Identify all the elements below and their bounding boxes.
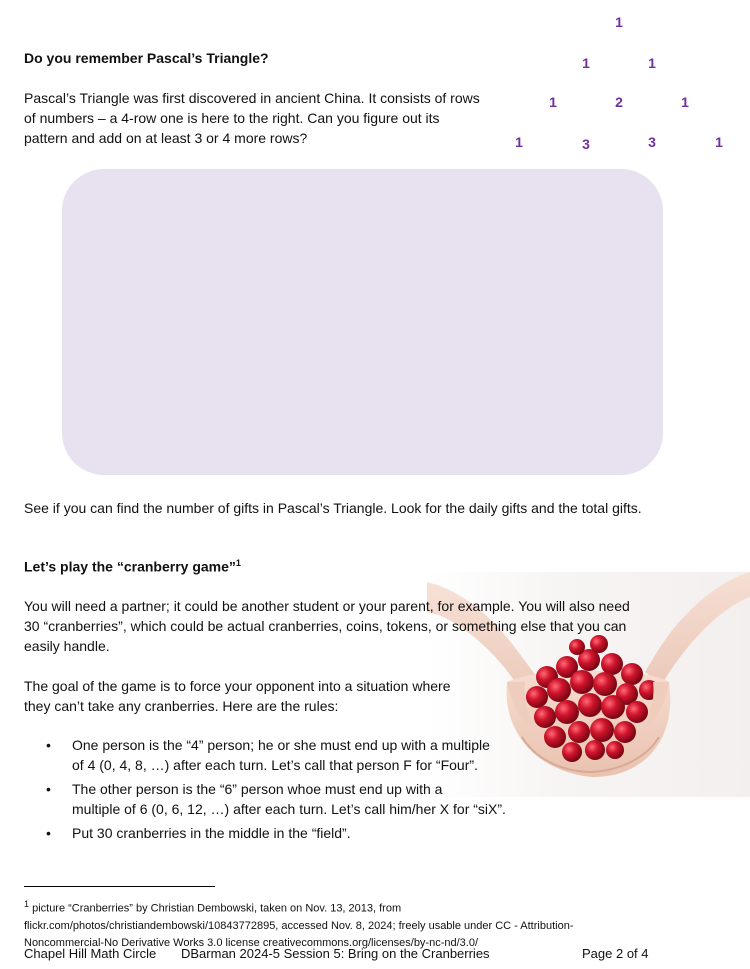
triangle-number: 2 [615,94,623,110]
rule-line: One person is the “4” person; he or she must end up with a multiple [72,737,490,753]
partner-paragraph-line: easily handle. [24,638,110,654]
triangle-number: 1 [582,55,590,71]
footer-left: Chapel Hill Math Circle [24,946,157,961]
footer-middle: DBarman 2024-5 Session 5: Bring on the Cranberries [181,946,490,961]
footnote [24,896,704,952]
footnote-line: Noncommercial-No Derivative Works 3.0 license creativecommons.org/licenses/by-nc-nd/3.0/ [24,936,479,949]
footnote-line [24,896,704,918]
section-heading-pascal: Do you remember Pascal’s Triangle? [24,50,269,66]
partner-paragraph-line: You will need a partner; it could be another student or your parent, for example. You will also need [24,598,630,614]
bullet-icon: • [46,825,51,841]
partner-paragraph [24,596,684,656]
work-area-box[interactable] [62,169,663,475]
footnote-line: flickr.com/photos/christiandembowski/10843772895, accessed Nov. 8, 2024; freely usable under CC - Attribution- [24,919,574,932]
pascal-paragraph-line: pattern and add on at least 3 or 4 more rows? [24,130,308,146]
triangle-number: 1 [549,94,557,110]
rule-line: multiple of 6 (0, 6, 12, …) after each turn. Let’s call him/her X for “siX”. [72,801,506,817]
rule-line: of 4 (0, 4, 8, …) after each turn. Let’s call that person F for “Four”. [72,757,478,773]
section-heading-cranberry-game [24,558,241,575]
triangle-number: 1 [648,55,656,71]
bullet-icon: • [46,737,51,753]
triangle-number: 1 [515,134,523,150]
rule-item [24,823,544,843]
partner-paragraph-line: 30 “cranberries”, which could be actual cranberries, coins, tokens, or something else that you can [24,618,627,634]
pascal-paragraph [24,88,504,148]
goal-paragraph [24,676,494,716]
rule-item [24,779,544,819]
rule-line: Put 30 cranberries in the middle in the “field”. [72,825,351,841]
triangle-number: 1 [681,94,689,110]
bullet-icon: • [46,781,51,797]
cranberry-heading-text: Let’s play the “cranberry game” [24,558,236,575]
triangle-number: 1 [715,134,723,150]
goal-paragraph-line: they can’t take any cranberries. Here are the rules: [24,698,339,714]
goal-paragraph-line: The goal of the game is to force your opponent into a situation where [24,678,451,694]
pascal-paragraph-line: of numbers – a 4-row one is here to the right. Can you figure out its [24,110,440,126]
rule-line: The other person is the “6” person whoe must end up with a [72,781,443,797]
triangle-number: 3 [648,134,656,150]
pascal-paragraph-line: Pascal’s Triangle was first discovered in ancient China. It consists of rows [24,90,480,106]
rules-list [24,735,544,847]
footnote-separator [24,886,215,887]
rule-item [24,735,544,775]
footnote-ref[interactable]: 1 [235,558,241,568]
footnote-line-text: picture “Cranberries” by Christian Dembowski, taken on Nov. 13, 2013, from [29,902,402,915]
footnote-marker: 1 [24,899,30,909]
triangle-number: 3 [582,136,590,152]
footer-page-number: Page 2 of 4 [582,946,649,961]
gifts-text: See if you can find the number of gifts in Pascal’s Triangle. Look for the daily gifts and the total gifts. [24,500,642,516]
triangle-number: 1 [615,14,623,30]
